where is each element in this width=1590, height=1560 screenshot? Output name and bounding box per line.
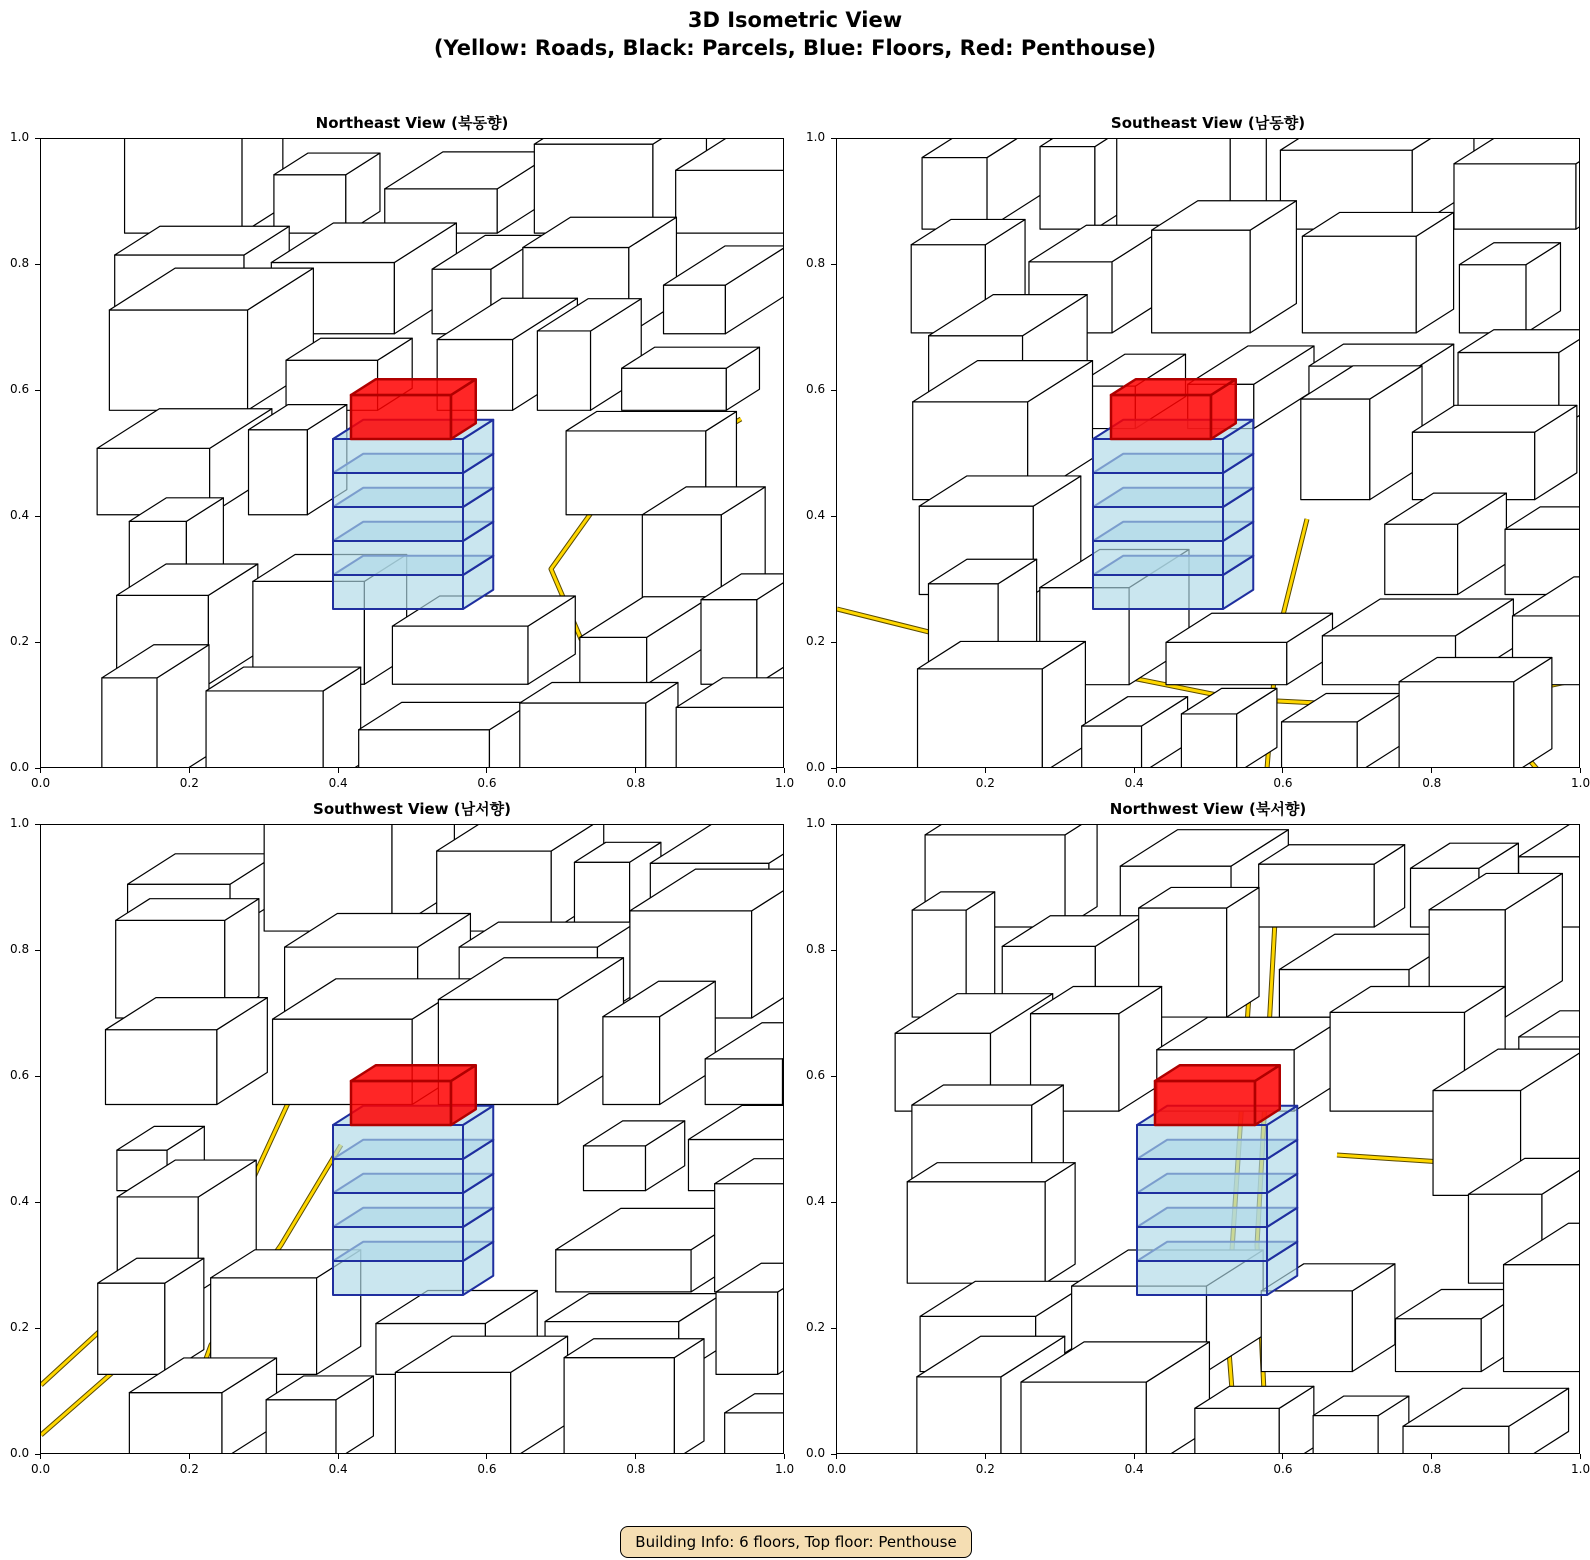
x-tick-mark [1282, 768, 1283, 773]
parcel-building [1399, 657, 1552, 768]
plot-southwest [40, 824, 784, 1454]
x-tick-label: 0.4 [1124, 1462, 1144, 1476]
y-tick-label: 0.0 [806, 1446, 826, 1460]
parcel-building [125, 139, 283, 233]
y-tick-mark [831, 1328, 836, 1329]
y-tick-mark [35, 516, 40, 517]
y-tick-label: 0.8 [806, 256, 826, 270]
y-tick-label: 0.6 [10, 382, 30, 396]
parcel-building [583, 1121, 684, 1191]
penthouse [351, 1065, 476, 1125]
x-tick-mark [1431, 768, 1432, 773]
y-tick-mark [35, 1076, 40, 1077]
panel-title-southwest: Southwest View (남서향) [313, 800, 511, 818]
x-tick-label: 0.0 [827, 1462, 847, 1476]
parcel-building [206, 667, 361, 768]
parcel-building [1454, 139, 1580, 229]
x-tick-mark [338, 1454, 339, 1459]
parcel-building [520, 683, 678, 768]
parcel-building [1385, 493, 1507, 594]
x-tick-label: 0.4 [328, 1462, 348, 1476]
panel-title-northeast: Northeast View (북동향) [315, 114, 509, 132]
y-tick-label: 1.0 [10, 816, 30, 830]
parcel-building [676, 678, 784, 768]
x-tick-label: 0.2 [975, 776, 995, 790]
y-tick-mark [831, 1076, 836, 1077]
x-tick-label: 1.0 [1571, 1462, 1590, 1476]
y-tick-label: 0.2 [806, 634, 826, 648]
parcel-building [385, 152, 556, 233]
y-tick-mark [831, 390, 836, 391]
penthouse [351, 379, 476, 439]
x-tick-label: 1.0 [1571, 776, 1590, 790]
x-tick-mark [635, 768, 636, 773]
x-tick-mark [784, 1454, 785, 1459]
x-tick-label: 0.6 [477, 1462, 497, 1476]
y-tick-label: 0.0 [10, 760, 30, 774]
x-tick-label: 0.8 [1422, 1462, 1442, 1476]
plot-northeast [40, 138, 784, 768]
parcel-building [1040, 139, 1124, 229]
y-tick-mark [831, 950, 836, 951]
x-tick-label: 1.0 [775, 776, 795, 790]
y-tick-label: 1.0 [10, 130, 30, 144]
scene-svg [837, 825, 1580, 1454]
parcel-building [1282, 694, 1402, 768]
x-tick-mark [784, 768, 785, 773]
parcel-building [1259, 845, 1405, 927]
y-tick-mark [831, 138, 836, 139]
parcel-building [918, 641, 1086, 768]
y-tick-mark [35, 1454, 40, 1455]
y-tick-label: 0.4 [806, 508, 826, 522]
scene-svg [41, 139, 784, 768]
parcel-building [725, 1394, 784, 1454]
x-tick-mark [189, 768, 190, 773]
parcel-building [1195, 1386, 1314, 1454]
x-tick-mark [486, 768, 487, 773]
x-tick-mark [338, 768, 339, 773]
x-tick-label: 0.0 [31, 1462, 51, 1476]
x-tick-mark [836, 1454, 837, 1459]
scene-svg [837, 139, 1580, 768]
x-tick-mark [1580, 1454, 1581, 1459]
y-tick-mark [35, 1328, 40, 1329]
panel-title-southeast: Southeast View (남동향) [1110, 114, 1306, 132]
building-info-box: Building Info: 6 floors, Top floor: Penthouse [620, 1526, 972, 1558]
x-tick-mark [985, 1454, 986, 1459]
x-tick-label: 0.0 [827, 776, 847, 790]
x-tick-label: 0.6 [1273, 776, 1293, 790]
parcel-building [1302, 212, 1453, 332]
x-tick-mark [486, 1454, 487, 1459]
x-tick-label: 0.6 [477, 776, 497, 790]
y-tick-mark [831, 1202, 836, 1203]
x-tick-label: 0.2 [179, 1462, 199, 1476]
x-tick-mark [1134, 768, 1135, 773]
parcel-building [274, 153, 380, 233]
parcel-building [1152, 201, 1297, 333]
parcel-building [1313, 1396, 1409, 1454]
parcel-building [564, 1339, 704, 1454]
penthouse [1111, 379, 1236, 439]
x-tick-label: 0.6 [1273, 1462, 1293, 1476]
y-tick-mark [35, 950, 40, 951]
y-tick-label: 0.4 [10, 1194, 30, 1208]
parcel-building [1459, 243, 1560, 333]
y-tick-mark [831, 264, 836, 265]
y-tick-label: 1.0 [806, 816, 826, 830]
y-tick-label: 0.4 [806, 1194, 826, 1208]
y-tick-mark [35, 1202, 40, 1203]
figure-subtitle: (Yellow: Roads, Black: Parcels, Blue: Floors, Red: Penthouse) [433, 36, 1157, 60]
y-tick-label: 1.0 [806, 130, 826, 144]
parcel-building [922, 139, 1051, 229]
y-tick-label: 0.6 [806, 1068, 826, 1082]
y-tick-mark [35, 138, 40, 139]
x-tick-label: 0.8 [626, 1462, 646, 1476]
y-tick-mark [831, 642, 836, 643]
x-tick-label: 0.2 [179, 776, 199, 790]
y-tick-label: 0.2 [10, 634, 30, 648]
y-tick-label: 0.6 [806, 382, 826, 396]
y-tick-label: 0.8 [10, 256, 30, 270]
penthouse [1155, 1065, 1280, 1125]
y-tick-label: 0.6 [10, 1068, 30, 1082]
y-tick-mark [831, 1454, 836, 1455]
y-tick-label: 0.2 [10, 1320, 30, 1334]
y-tick-mark [831, 824, 836, 825]
y-tick-label: 0.2 [806, 1320, 826, 1334]
x-tick-label: 0.8 [626, 776, 646, 790]
x-tick-mark [40, 768, 41, 773]
x-tick-mark [40, 1454, 41, 1459]
plot-northwest [836, 824, 1580, 1454]
x-tick-mark [1282, 1454, 1283, 1459]
x-tick-label: 1.0 [775, 1462, 795, 1476]
y-tick-mark [35, 390, 40, 391]
y-tick-label: 0.4 [10, 508, 30, 522]
y-tick-mark [831, 516, 836, 517]
plot-southeast [836, 138, 1580, 768]
x-tick-label: 0.8 [1422, 776, 1442, 790]
parcel-building [105, 998, 267, 1105]
parcel-building [580, 597, 711, 684]
scene-svg [41, 825, 784, 1454]
y-tick-mark [35, 824, 40, 825]
x-tick-mark [635, 1454, 636, 1459]
x-tick-label: 0.4 [1124, 776, 1144, 790]
y-tick-mark [831, 768, 836, 769]
x-tick-mark [1431, 1454, 1432, 1459]
y-tick-label: 0.0 [10, 1446, 30, 1460]
y-tick-mark [35, 264, 40, 265]
x-tick-label: 0.4 [328, 776, 348, 790]
x-tick-mark [985, 768, 986, 773]
parcel-building [1403, 1388, 1569, 1454]
figure-title: 3D Isometric View [687, 8, 903, 32]
parcel-building [705, 1023, 784, 1105]
parcel-building [1082, 697, 1188, 768]
y-tick-label: 0.8 [10, 942, 30, 956]
y-tick-mark [35, 768, 40, 769]
x-tick-mark [836, 768, 837, 773]
parcel-building [907, 1163, 1075, 1283]
parcel-building [266, 1376, 373, 1454]
parcel-building [1166, 613, 1332, 684]
parcel-building [359, 702, 533, 768]
parcel-building [1181, 688, 1277, 768]
x-tick-mark [1580, 768, 1581, 773]
y-tick-label: 0.0 [806, 760, 826, 774]
parcel-building [622, 347, 760, 410]
parcel-building [1412, 405, 1576, 499]
x-tick-label: 0.0 [31, 776, 51, 790]
x-tick-mark [189, 1454, 190, 1459]
y-tick-label: 0.8 [806, 942, 826, 956]
parcel-building [664, 246, 784, 334]
x-tick-label: 0.2 [975, 1462, 995, 1476]
x-tick-mark [1134, 1454, 1135, 1459]
panel-title-northwest: Northwest View (북서향) [1109, 800, 1307, 818]
parcel-building [98, 1258, 204, 1374]
y-tick-mark [35, 642, 40, 643]
